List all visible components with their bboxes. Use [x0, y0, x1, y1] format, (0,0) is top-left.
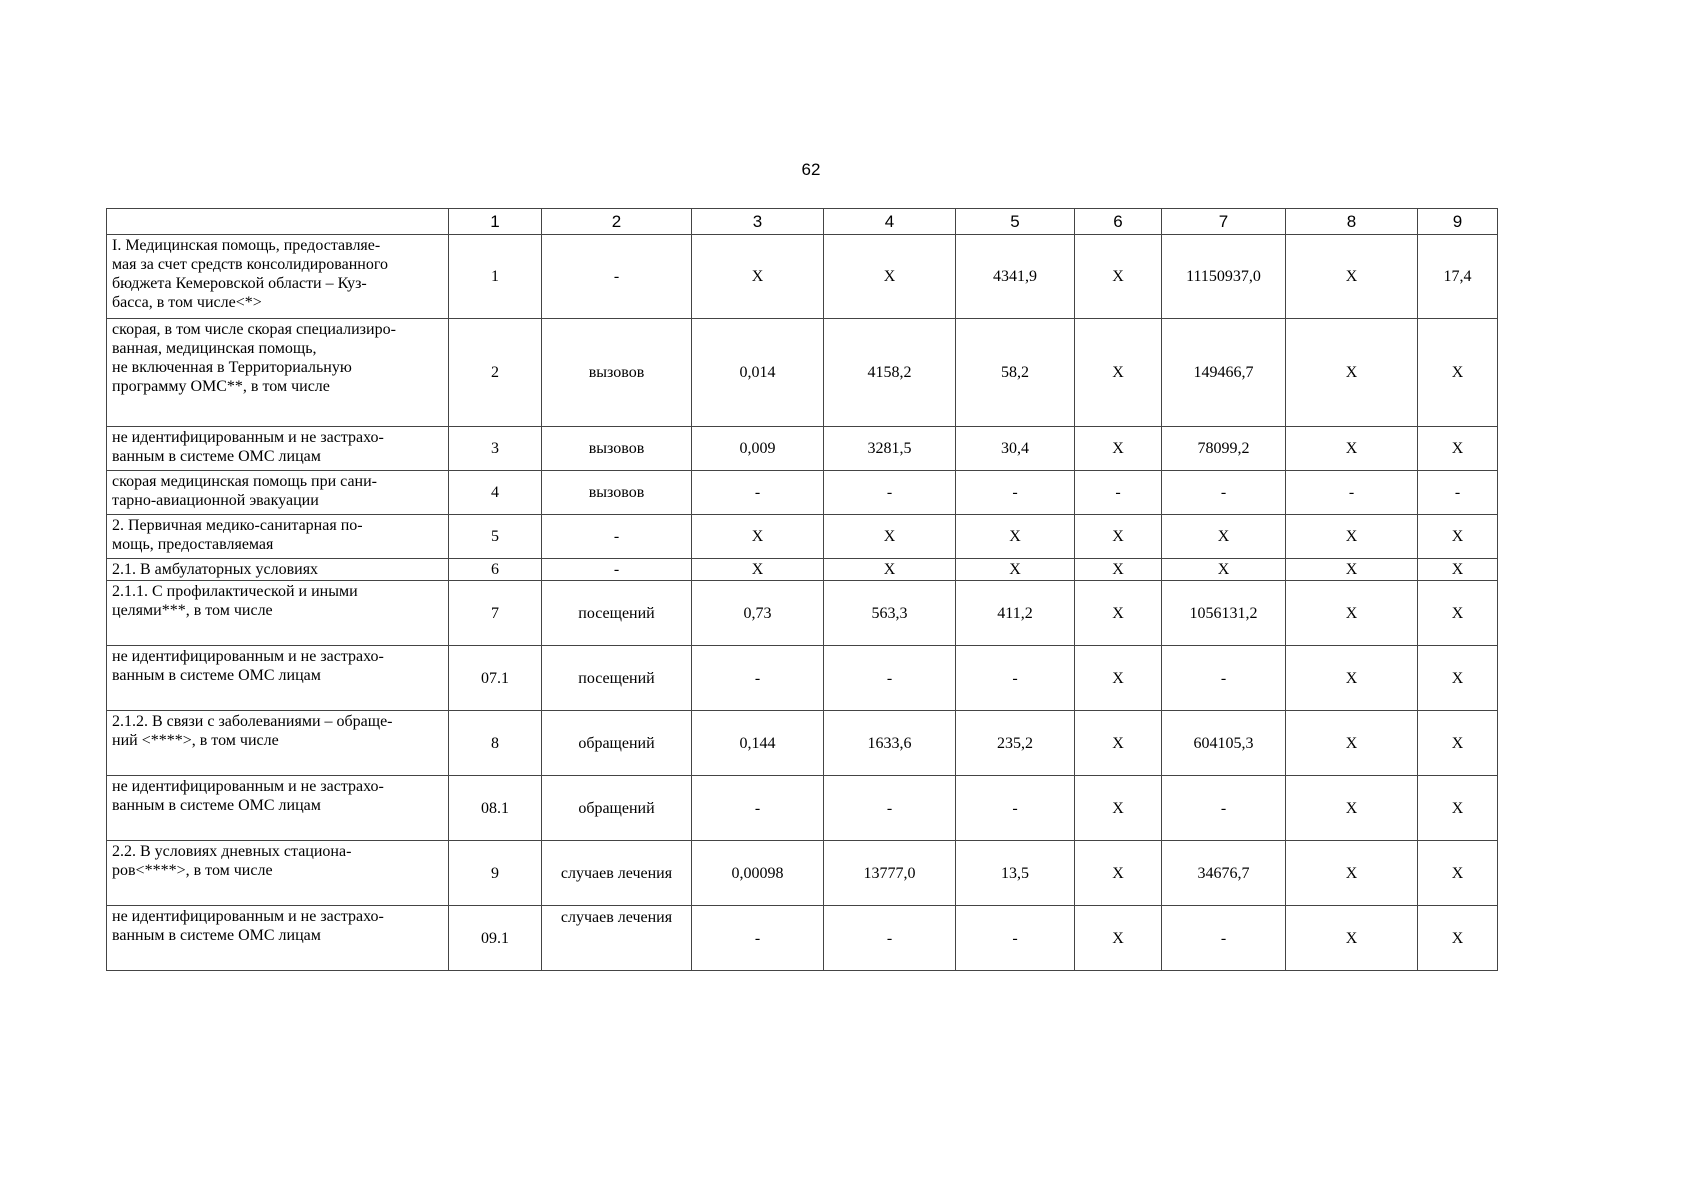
cell-col-3: 0,00098 [692, 841, 824, 906]
cell-row-code: 2 [449, 319, 542, 427]
cell-col-8: X [1286, 906, 1418, 971]
cell-col-7: 78099,2 [1162, 427, 1286, 471]
cell-col-4: 4158,2 [824, 319, 956, 427]
cell-col-8: X [1286, 559, 1418, 581]
cell-col-9: X [1418, 646, 1498, 711]
cell-unit: случаев лечения [542, 906, 692, 971]
row-label: не идентифицированным и не застрахо- ванным в системе ОМС лицам [107, 427, 449, 471]
row-label: скорая медицинская помощь при сани- тарно-авиационной эвакуации [107, 471, 449, 515]
cell-col-8: X [1286, 319, 1418, 427]
cell-unit: вызовов [542, 319, 692, 427]
cell-row-code: 4 [449, 471, 542, 515]
cell-col-6: X [1075, 427, 1162, 471]
cell-col-4: X [824, 235, 956, 319]
cell-unit: вызовов [542, 471, 692, 515]
row-label: не идентифицированным и не застрахо- ванным в системе ОМС лицам [107, 776, 449, 841]
cell-col-4: - [824, 776, 956, 841]
cell-col-9: 17,4 [1418, 235, 1498, 319]
cell-col-5: X [956, 559, 1075, 581]
cell-col-3: 0,009 [692, 427, 824, 471]
row-label: I. Медицинская помощь, предоставляе- мая за счет средств консолидированного бюджета Кемеровской области – Куз- басса, в том числе<*> [107, 235, 449, 319]
cell-col-5: 4341,9 [956, 235, 1075, 319]
cell-col-8: X [1286, 427, 1418, 471]
cell-col-8: - [1286, 471, 1418, 515]
cell-col-5: - [956, 646, 1075, 711]
table-row [107, 471, 1498, 515]
cell-col-5: X [956, 515, 1075, 559]
cell-col-3: - [692, 776, 824, 841]
table-row [107, 711, 1498, 776]
cell-col-8: X [1286, 515, 1418, 559]
table-row [107, 559, 1498, 581]
cell-unit: посещений [542, 646, 692, 711]
cell-row-code: 6 [449, 559, 542, 581]
cell-col-3: X [692, 235, 824, 319]
cell-col-5: 411,2 [956, 581, 1075, 646]
header-cell-col-8: 8 [1286, 209, 1418, 235]
cell-col-6: X [1075, 841, 1162, 906]
cell-col-5: - [956, 776, 1075, 841]
table-row [107, 427, 1498, 471]
cell-col-5: - [956, 471, 1075, 515]
cell-col-6: X [1075, 515, 1162, 559]
cell-col-8: X [1286, 776, 1418, 841]
cell-col-3: X [692, 515, 824, 559]
cell-col-9: X [1418, 559, 1498, 581]
cell-col-7: - [1162, 471, 1286, 515]
cell-col-6: X [1075, 581, 1162, 646]
cell-col-4: - [824, 471, 956, 515]
cell-col-9: X [1418, 906, 1498, 971]
cell-col-7: - [1162, 776, 1286, 841]
page-number: 62 [801, 160, 821, 179]
cell-col-4: X [824, 559, 956, 581]
cell-col-4: - [824, 646, 956, 711]
cell-unit: - [542, 559, 692, 581]
row-label: не идентифицированным и не застрахо- ванным в системе ОМС лицам [107, 646, 449, 711]
data-table [106, 208, 1498, 971]
cell-col-8: X [1286, 841, 1418, 906]
table-row [107, 235, 1498, 319]
cell-col-7: 34676,7 [1162, 841, 1286, 906]
row-label: 2.1.1. С профилактической и иными целями***, в том числе [107, 581, 449, 646]
cell-col-3: - [692, 906, 824, 971]
header-cell-col-5: 5 [956, 209, 1075, 235]
cell-col-4: 13777,0 [824, 841, 956, 906]
cell-unit: - [542, 235, 692, 319]
cell-col-4: 563,3 [824, 581, 956, 646]
cell-row-code: 9 [449, 841, 542, 906]
cell-unit: случаев лечения [542, 841, 692, 906]
header-row [107, 209, 1498, 235]
header-cell-row-code: 1 [449, 209, 542, 235]
row-label: 2. Первичная медико-санитарная по- мощь, предоставляемая [107, 515, 449, 559]
header-cell-unit: 2 [542, 209, 692, 235]
cell-col-4: X [824, 515, 956, 559]
cell-col-9: X [1418, 319, 1498, 427]
cell-col-5: 58,2 [956, 319, 1075, 427]
cell-col-7: - [1162, 906, 1286, 971]
cell-col-7: - [1162, 646, 1286, 711]
cell-col-7: 1056131,2 [1162, 581, 1286, 646]
cell-col-3: - [692, 646, 824, 711]
cell-col-5: 235,2 [956, 711, 1075, 776]
cell-col-8: X [1286, 235, 1418, 319]
cell-unit: обращений [542, 776, 692, 841]
cell-col-5: 13,5 [956, 841, 1075, 906]
cell-row-code: 1 [449, 235, 542, 319]
table-row [107, 646, 1498, 711]
cell-col-3: 0,73 [692, 581, 824, 646]
header-cell-col-3: 3 [692, 209, 824, 235]
cell-col-5: 30,4 [956, 427, 1075, 471]
cell-col-4: 1633,6 [824, 711, 956, 776]
cell-col-9: X [1418, 515, 1498, 559]
cell-col-9: X [1418, 581, 1498, 646]
row-label: скорая, в том числе скорая специализиро- ванная, медицинская помощь, не включенная в Территориальную программу ОМС**, в том числе [107, 319, 449, 427]
cell-col-9: X [1418, 711, 1498, 776]
cell-row-code: 07.1 [449, 646, 542, 711]
cell-col-5: - [956, 906, 1075, 971]
table-row [107, 515, 1498, 559]
cell-col-4: 3281,5 [824, 427, 956, 471]
cell-col-9: X [1418, 776, 1498, 841]
cell-unit: вызовов [542, 427, 692, 471]
cell-col-8: X [1286, 581, 1418, 646]
cell-col-9: X [1418, 841, 1498, 906]
table-row [107, 319, 1498, 427]
cell-col-7: 604105,3 [1162, 711, 1286, 776]
cell-unit: обращений [542, 711, 692, 776]
cell-col-9: - [1418, 471, 1498, 515]
cell-col-3: - [692, 471, 824, 515]
header-cell-col-9: 9 [1418, 209, 1498, 235]
cell-col-7: 149466,7 [1162, 319, 1286, 427]
table-row [107, 841, 1498, 906]
row-label: 2.2. В условиях дневных стациона- ров<****>, в том числе [107, 841, 449, 906]
cell-col-6: X [1075, 235, 1162, 319]
cell-col-3: X [692, 559, 824, 581]
cell-col-4: - [824, 906, 956, 971]
cell-col-7: X [1162, 515, 1286, 559]
cell-col-9: X [1418, 427, 1498, 471]
cell-col-6: X [1075, 906, 1162, 971]
cell-col-6: X [1075, 711, 1162, 776]
cell-col-7: 11150937,0 [1162, 235, 1286, 319]
cell-row-code: 5 [449, 515, 542, 559]
cell-col-6: - [1075, 471, 1162, 515]
cell-col-6: X [1075, 319, 1162, 427]
header-cell-col-4: 4 [824, 209, 956, 235]
header-cell-row-label [107, 209, 449, 235]
cell-row-code: 3 [449, 427, 542, 471]
row-label: 2.1. В амбулаторных условиях [107, 559, 449, 581]
row-label: 2.1.2. В связи с заболеваниями – обраще- ний <****>, в том числе [107, 711, 449, 776]
cell-row-code: 7 [449, 581, 542, 646]
cell-col-3: 0,144 [692, 711, 824, 776]
row-label: не идентифицированным и не застрахо- ванным в системе ОМС лицам [107, 906, 449, 971]
cell-col-8: X [1286, 646, 1418, 711]
table-row [107, 776, 1498, 841]
cell-col-7: X [1162, 559, 1286, 581]
cell-row-code: 8 [449, 711, 542, 776]
cell-col-6: X [1075, 646, 1162, 711]
cell-row-code: 09.1 [449, 906, 542, 971]
cell-col-3: 0,014 [692, 319, 824, 427]
header-cell-col-7: 7 [1162, 209, 1286, 235]
cell-col-8: X [1286, 711, 1418, 776]
cell-col-6: X [1075, 559, 1162, 581]
table-row [107, 581, 1498, 646]
table-row [107, 906, 1498, 971]
header-cell-col-6: 6 [1075, 209, 1162, 235]
cell-unit: - [542, 515, 692, 559]
cell-col-6: X [1075, 776, 1162, 841]
cell-row-code: 08.1 [449, 776, 542, 841]
cell-unit: посещений [542, 581, 692, 646]
